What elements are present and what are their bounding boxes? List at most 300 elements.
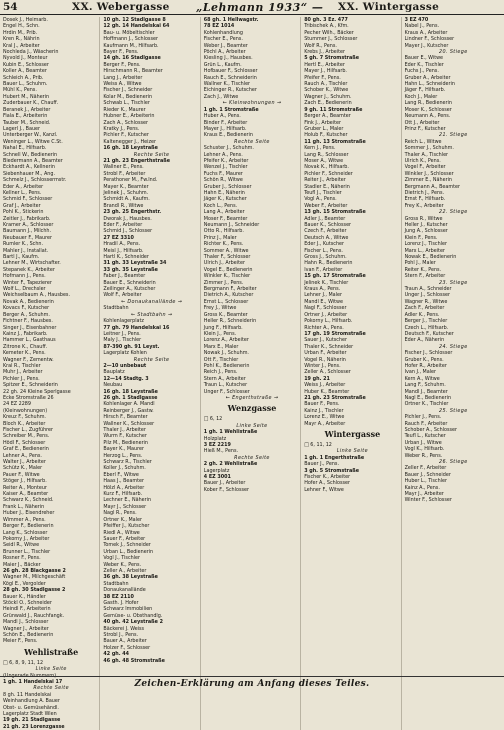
resident-entry: Lorenz J., Tischler bbox=[404, 241, 447, 248]
resident-entry: Schmelz J., Schlossermstr. bbox=[3, 177, 67, 184]
house-number-entry: 3 EZ 2219 bbox=[203, 442, 231, 448]
resident-entry: (Kleinwohnungen) bbox=[3, 407, 48, 414]
resident-entry: Baumann J., Milchh. bbox=[3, 228, 52, 235]
resident-entry: Meisl J., Hilfsarb. bbox=[103, 247, 144, 254]
resident-entry: Fuchs F., Maurer bbox=[203, 170, 243, 177]
resident-entry: Pichler F., Schneider bbox=[304, 170, 353, 177]
resident-entry: Schön E., Bedienerin bbox=[3, 632, 54, 638]
resident-entry: Unger J., Schlosser bbox=[404, 292, 451, 299]
resident-entry: Holub F., Kutscher bbox=[304, 132, 348, 139]
resident-entry: Stepanek K., Arbeiter bbox=[3, 266, 55, 273]
resident-entry: Wurm F., Kutscher bbox=[103, 433, 147, 440]
resident-entry: Bauer J., Schneider bbox=[404, 471, 451, 478]
resident-entry: Hirsch F., Beamter bbox=[103, 414, 148, 421]
resident-entry: Weber K., Pens. bbox=[103, 561, 142, 568]
resident-entry: Unterberger W., Kanzl. bbox=[3, 132, 58, 139]
resident-entry: Spitzer E., Schneiderin bbox=[3, 382, 58, 389]
resident-entry: Schober A., Schlosser bbox=[404, 427, 457, 433]
resident-entry: Schmidt A., Kaufm. bbox=[103, 196, 150, 203]
resident-entry: Eberl F., Witwe bbox=[103, 471, 139, 478]
resident-entry: Stadtbahn bbox=[103, 580, 129, 587]
resident-entry: Ortner K., Tischler bbox=[404, 401, 449, 408]
resident-entry: Gross K., Beamter bbox=[203, 311, 248, 318]
resident-entry: Weichselbaum A., Hausbes. bbox=[3, 292, 70, 299]
resident-entry: Kern A., Witwe bbox=[404, 375, 440, 382]
resident-entry: Prinz J., Maler bbox=[203, 234, 237, 241]
resident-entry: Hartl K., Schneider bbox=[103, 254, 149, 261]
resident-entry: Winter F., Schlosser bbox=[404, 497, 452, 504]
house-number-entry: 28 gh. 30 Stadlgasse 2 bbox=[3, 587, 66, 594]
resident-entry: Bauer E., Witwe bbox=[404, 55, 444, 62]
resident-entry: Seidl R., Witwe bbox=[3, 542, 40, 549]
resident-entry: Jelinek K., Tischler bbox=[304, 279, 349, 286]
directory-column-3 bbox=[203, 17, 301, 730]
resident-entry: Kramer A., Schlosser bbox=[3, 222, 54, 228]
resident-entry: Wagner M., Milchgeschäft bbox=[3, 574, 66, 581]
resident-entry: □ 6, 12 bbox=[203, 416, 223, 423]
resident-entry: Hofbauer F., Schlosser bbox=[203, 68, 258, 75]
resident-entry: Pokorny J., Arbeiter bbox=[3, 535, 50, 542]
resident-entry: Rieder K., Maurer bbox=[103, 106, 146, 113]
house-number-entry: 77 gh. 79 Handelskai 16 bbox=[103, 324, 170, 331]
resident-entry: Grün L., Kaufm. bbox=[203, 61, 242, 68]
house-number-entry: 1 gh. 1 Handelskai 17 bbox=[3, 679, 63, 686]
resident-entry: Hrdin M., Prib. bbox=[3, 29, 38, 36]
resident-entry: Schleich A., Prib. bbox=[3, 74, 44, 81]
resident-entry: Kellner L., Pens. bbox=[3, 189, 42, 196]
resident-entry: Kainz A., Pens. bbox=[404, 484, 440, 491]
resident-entry: Hertl E., Arbeiter bbox=[304, 61, 345, 68]
house-number-entry: 19 gh. 21 bbox=[304, 375, 330, 382]
resident-entry: Wolf L., Drechsler bbox=[3, 286, 46, 293]
resident-entry: Gasth. J. Hofer bbox=[103, 599, 139, 606]
resident-entry: Kohlenlagerplatz bbox=[103, 318, 144, 325]
resident-entry: Wagner J., Schuhm. bbox=[304, 93, 352, 100]
resident-entry: Stummer J., Schlosser bbox=[304, 36, 358, 43]
resident-entry: Vogel E., Bedienerin bbox=[203, 266, 253, 273]
resident-entry: Eder A., Arbeiter bbox=[3, 183, 44, 190]
house-number-entry: 21 gh. 23 Lorenzgasse bbox=[3, 723, 65, 730]
house-number-entry: 36 gh. 38 Leystraße bbox=[103, 574, 158, 581]
resident-entry: Reich L., Witwe bbox=[404, 138, 442, 145]
resident-entry: Adler K., Pens. bbox=[404, 311, 440, 318]
left-running-title: XX. Webergasse bbox=[72, 1, 170, 13]
resident-entry: Fiala E., Arbeiterin bbox=[3, 113, 48, 120]
section-label: ← Stadtbahn → bbox=[130, 311, 173, 318]
resident-entry: Klein F., Pens. bbox=[404, 234, 438, 241]
house-number-entry: 1 gh. 1 Engerthstraße bbox=[304, 454, 365, 461]
resident-entry: Rosner F., Pens. bbox=[3, 555, 41, 562]
resident-entry: Zeller F., Arbeiter bbox=[404, 465, 447, 472]
resident-entry: Stöckl O., Schneider bbox=[3, 599, 52, 606]
resident-entry: 24 EZ 2289 bbox=[3, 401, 31, 408]
resident-entry: Frank L., Näherin bbox=[3, 503, 45, 510]
resident-entry: Ecke Stromstraße 26 bbox=[3, 394, 54, 401]
resident-entry: Pokorny L., Hilfsarb. bbox=[304, 318, 353, 325]
resident-entry: Jäger F., Hilfsarb. bbox=[404, 87, 446, 94]
resident-entry: Huber J., Eisendreher bbox=[3, 510, 55, 517]
center-running-title: „Lehmann 1933“ — bbox=[196, 0, 324, 14]
resident-entry: Lagerplatz bbox=[203, 467, 230, 474]
section-label: ← Donaukanallände → bbox=[120, 298, 183, 305]
resident-entry: Bauer K., Schlosser bbox=[304, 222, 352, 228]
section-label: 24. Stiege bbox=[438, 343, 468, 350]
house-number-entry: 15 gh. 17 Stromstraße bbox=[304, 273, 366, 280]
house-number-entry: 16 gh. 18 Leystraße bbox=[103, 388, 158, 395]
resident-entry: Wallner E., Pens. bbox=[103, 164, 144, 171]
resident-entry: Stadler E., Näherin bbox=[304, 183, 350, 190]
resident-entry: Deutsch A., Witwe bbox=[304, 234, 349, 241]
resident-entry: Richter K., Pens. bbox=[203, 241, 244, 248]
resident-entry: Thaler F., Schlosser bbox=[203, 254, 251, 261]
resident-entry: Weber F., Arbeiter bbox=[304, 202, 348, 209]
resident-entry: Lang K., Schlosser bbox=[3, 529, 48, 536]
resident-entry: □ 6, 8, 9, 11, 12 bbox=[3, 659, 44, 666]
resident-entry: Bauplatz bbox=[103, 369, 125, 376]
resident-entry: Urban J., Witwe bbox=[404, 439, 442, 446]
resident-entry: Bauer L., Schuhm. bbox=[3, 81, 48, 88]
resident-entry: Urban L., Bedienerin bbox=[103, 548, 154, 555]
resident-entry: Zach F., Arbeiter bbox=[404, 305, 445, 312]
resident-entry: Hoffmann J., Schlosser bbox=[103, 36, 158, 43]
resident-entry: Ivan F., Arbeiter bbox=[304, 266, 343, 273]
resident-entry: Lechner E., Näherin bbox=[103, 497, 152, 504]
resident-entry: Lagerplatz Kohlen bbox=[103, 350, 147, 357]
resident-entry: Adler J., Beamter bbox=[304, 215, 346, 222]
resident-entry: Bauer F., Pens. bbox=[304, 401, 340, 408]
resident-entry: Walter J., Arbeiter bbox=[3, 459, 46, 466]
resident-entry: Reich J., Pens. bbox=[203, 369, 238, 376]
resident-entry: Berger F., Bedienerin bbox=[3, 523, 54, 530]
resident-entry: Czech F., Arbeiter bbox=[304, 228, 347, 235]
resident-entry: Vogel F., Arbeiter bbox=[404, 164, 446, 171]
resident-entry: Lang J., Arbeiter bbox=[103, 74, 143, 81]
house-number-entry: 11 gh. 13 Stromstraße bbox=[304, 138, 366, 145]
house-number-entry: 9 gh. 11 Stromstraße bbox=[304, 106, 363, 113]
resident-entry: Zach J., Witwe bbox=[203, 93, 239, 100]
resident-entry: Herzog L., Pens. bbox=[103, 452, 143, 459]
resident-entry: Huber K., Beamter bbox=[304, 388, 350, 395]
resident-entry: Fischer K., Arbeiter bbox=[304, 474, 351, 481]
resident-entry: Marx E., Maler bbox=[203, 343, 239, 350]
resident-entry: Stern A., Arbeiter bbox=[203, 375, 246, 382]
resident-entry: Ortner J., Arbeiter bbox=[304, 311, 348, 318]
resident-entry: Wallner K., Schlosser bbox=[103, 420, 155, 427]
resident-entry: Fischer L., Zugführer bbox=[3, 427, 54, 433]
resident-entry: Kraus A., Arbeiter bbox=[404, 29, 448, 36]
resident-entry: Kohlenlager A. Mandl bbox=[103, 401, 155, 408]
house-number-entry: 38 EZ 2110 bbox=[103, 593, 134, 600]
resident-entry: Beranek J., Arbeiter bbox=[3, 106, 51, 113]
section-label: 21. Stiege bbox=[438, 132, 468, 139]
resident-entry: Vogl A., Pens. bbox=[304, 196, 337, 203]
resident-entry: Kreuz F., Schuhm. bbox=[3, 414, 46, 421]
resident-entry: Fischer J., Schlosser bbox=[404, 350, 453, 357]
resident-entry: Moser F., Beamter bbox=[203, 215, 248, 222]
resident-entry: Maly J., Tischler bbox=[103, 337, 142, 344]
resident-entry: Maier J., Bäcker bbox=[3, 561, 41, 568]
resident-entry: Pfeifer K., Arbeiter bbox=[203, 157, 249, 164]
resident-entry: Pfeifer F., Pens. bbox=[304, 74, 341, 81]
directory-column-5 bbox=[404, 17, 502, 730]
resident-entry: Pilz M., Bedienerin bbox=[103, 439, 148, 446]
resident-entry: Rumler K., Schn. bbox=[3, 241, 44, 248]
resident-entry: Rauch F., Arbeiter bbox=[404, 420, 448, 427]
resident-entry: Leitner J., Pens. bbox=[103, 330, 141, 337]
resident-entry: Zeller A., Arbeiter bbox=[103, 567, 147, 574]
resident-entry: Eichinger R., Kutscher bbox=[203, 87, 257, 94]
house-number-entry: 42 gh. 44 bbox=[103, 651, 130, 658]
resident-entry: Sauer J., Kutscher bbox=[304, 337, 348, 344]
resident-entry: Nahal E., Hilfsarb. bbox=[3, 145, 47, 152]
house-number-entry: 1 gh. 1 Stromstraße bbox=[203, 106, 259, 113]
resident-entry: Zach E., Bedienerin bbox=[304, 100, 352, 107]
resident-entry: 22 gh. 24 Kleine Sperlgasse bbox=[3, 388, 71, 395]
resident-entry: Kohlenhandlung bbox=[203, 29, 243, 36]
resident-entry: Thaler K., Schneider bbox=[304, 343, 354, 350]
resident-entry: Koch J., Maler bbox=[404, 93, 438, 100]
resident-entry: Sommer J., Schuhm. bbox=[404, 145, 454, 152]
resident-entry: Pichler J., Pens. bbox=[404, 414, 442, 421]
resident-entry: Schmid J., Schlosser bbox=[103, 228, 153, 235]
resident-entry: Zitrone K., Chauff. bbox=[3, 343, 48, 350]
resident-entry: Koller J., Schuhm. bbox=[103, 465, 146, 472]
resident-entry: Heller J., Kutscher bbox=[404, 222, 448, 228]
house-number-entry: 13 gh. 15 Stromstraße bbox=[304, 209, 366, 216]
resident-entry: Bauer E., Schneiderin bbox=[103, 279, 156, 286]
resident-entry: Kraus E., Bedienerin bbox=[203, 132, 253, 139]
resident-entry: Rauch A., Tischler bbox=[304, 81, 348, 88]
resident-entry: Ott J., Arbeiter bbox=[404, 119, 440, 126]
resident-entry: Novak A., Bedienerin bbox=[3, 298, 54, 305]
resident-entry: Berger J., Tischler bbox=[404, 318, 448, 325]
resident-entry: Hahn E., Näherin bbox=[203, 189, 245, 196]
resident-entry: Wagner R., Witwe bbox=[404, 298, 448, 305]
resident-entry: Brunner L., Tischler bbox=[3, 548, 51, 555]
resident-entry: Hofer R., Arbeiter bbox=[404, 362, 447, 369]
resident-entry: Mayr A., Arbeiter bbox=[304, 420, 346, 427]
house-number-entry: 12—14 Stadtg. 3 bbox=[103, 375, 149, 382]
house-number-entry: 26 gh. 1 Stadlgasse bbox=[103, 394, 158, 401]
house-number-entry: 17 gh. 19 Stromstraße bbox=[304, 330, 366, 337]
resident-entry: Zimmer E., Näherin bbox=[404, 177, 452, 184]
resident-entry: Lang R., Schlosser bbox=[304, 151, 349, 158]
resident-entry: Kovacs F., Kutscher bbox=[3, 305, 50, 312]
resident-entry: Heindl F., Arbeiterin bbox=[3, 606, 51, 613]
house-number-entry: 87-390 gh. 91 Leyst. bbox=[103, 343, 160, 350]
resident-entry: Winkler K., Tischler bbox=[203, 273, 251, 280]
section-label: 20. Stiege bbox=[438, 49, 468, 56]
resident-entry: Mayer J., Kutscher bbox=[404, 42, 449, 49]
resident-entry: Schmid F., Schlosser bbox=[3, 196, 53, 203]
resident-entry: Bau- u. Möbeltischler bbox=[103, 29, 155, 36]
resident-entry: Ott F., Tischler bbox=[203, 356, 239, 363]
resident-entry: Nowak J., Schuhm. bbox=[203, 350, 249, 357]
resident-entry: Winter F., Tapezierer bbox=[3, 279, 52, 286]
resident-entry: Bauer K., Händler bbox=[3, 593, 46, 600]
resident-entry: Lagerl J., Bauer bbox=[3, 125, 41, 132]
resident-entry: Schreiber M., Pens. bbox=[3, 433, 50, 440]
section-label: Linke Seite bbox=[35, 666, 67, 673]
resident-entry: Huber A., Pens. bbox=[203, 113, 241, 120]
resident-entry: Lehner F., Witwe bbox=[304, 486, 344, 493]
resident-entry: Lorenz E., Witwe bbox=[304, 414, 345, 421]
resident-entry: Koller A., Beamter bbox=[3, 68, 47, 75]
resident-entry: Fischer E., Pens. bbox=[203, 36, 243, 43]
resident-entry: Schnell W., Bedienerin bbox=[3, 151, 58, 158]
resident-entry: Fischer L., Pens. bbox=[304, 247, 343, 254]
house-number-entry: 40 gh. 42 Leystraße 2 bbox=[103, 619, 163, 626]
resident-entry: Reiter J., Arbeiter bbox=[304, 177, 346, 184]
house-number-entry: 3 EZ 470 bbox=[404, 17, 429, 23]
resident-entry: Kaltenegger J., Heizer bbox=[103, 138, 156, 145]
resident-entry: Ortner K., Maler bbox=[103, 516, 142, 523]
resident-entry: Eckhardt A., Kellnerin bbox=[3, 164, 55, 171]
resident-entry: Frey J., Witwe bbox=[203, 305, 237, 312]
resident-entry: Dosek J., Heimarb. bbox=[3, 17, 48, 23]
house-number-entry: 2 gh. 2 Wehlistraße bbox=[203, 461, 258, 468]
resident-entry: Krebs J., Arbeiter bbox=[304, 49, 346, 56]
resident-entry: Fischer J., Schneider bbox=[103, 87, 153, 94]
resident-entry: Sauer F., Arbeiter bbox=[103, 535, 146, 542]
resident-entry: Lehner A., Pens. bbox=[203, 151, 243, 158]
resident-entry: Stern F., Arbeiter bbox=[404, 273, 446, 280]
resident-entry: Prinz F., Kutscher bbox=[404, 125, 446, 132]
resident-entry: Heller R., Schneiderin bbox=[203, 318, 257, 325]
resident-entry: Nagl F., Schlosser bbox=[304, 305, 347, 312]
resident-entry: Gruber L., Maler bbox=[304, 125, 344, 132]
resident-entry: Moser K., Schlosser bbox=[404, 106, 452, 113]
house-number-entry: 19 gh. 21 Stadlgasse bbox=[3, 717, 61, 724]
resident-entry: Fichtner F., Hausbes. bbox=[3, 318, 53, 325]
resident-entry: Berger A., Beamter bbox=[304, 113, 351, 120]
resident-entry: Jelinek J., Schuhm. bbox=[103, 189, 149, 196]
resident-entry: Mayer J., Hilfsarb. bbox=[304, 68, 347, 75]
resident-entry: Zuderbauer K., Chauff. bbox=[3, 100, 59, 107]
resident-entry: Mandl E., Witwe bbox=[304, 298, 343, 305]
resident-entry: Gruber J., Schlosser bbox=[203, 183, 252, 190]
resident-entry: Otto R., Hilfsarb. bbox=[203, 228, 244, 235]
directory-column-4 bbox=[303, 17, 401, 730]
street-heading: Wintergasse bbox=[324, 429, 381, 439]
street-heading: Wenzgasse bbox=[227, 403, 277, 414]
resident-entry: Hahn L., Schneiderin bbox=[404, 81, 455, 88]
resident-entry: Weinhandlung A. Bauer bbox=[3, 698, 60, 705]
resident-entry: Zimmer J., Pens. bbox=[203, 279, 244, 286]
resident-entry: Riedl A., Witwe bbox=[103, 529, 140, 536]
house-number-entry: 14 gh. 16 Stadlgasse bbox=[103, 55, 161, 62]
house-number-entry: 46 gh. 48 Stromstraße bbox=[103, 657, 165, 664]
resident-entry: Graf E., Bedienerin bbox=[3, 446, 49, 453]
resident-entry: Wagner F., Zementw. bbox=[3, 356, 54, 363]
resident-entry: Traun L., Kutscher bbox=[203, 382, 248, 389]
resident-entry: Nyvold J., Monteur bbox=[3, 55, 48, 62]
section-label: 22. Stiege bbox=[438, 209, 468, 216]
resident-entry: Gemüse- u. Obsthandlg. bbox=[103, 612, 163, 619]
section-label: 26. Stiege bbox=[438, 459, 468, 466]
resident-entry: Wolf F., Arbeiter bbox=[103, 292, 142, 299]
resident-entry: Holzplatz bbox=[203, 435, 227, 442]
house-number-entry: 12 gh. 14 Handelskai 64 bbox=[103, 23, 170, 30]
resident-entry: Mayer K., Beamter bbox=[103, 183, 149, 190]
resident-entry: Huber L., Tischler bbox=[404, 478, 447, 485]
resident-entry: Pecher Wilh., Bäcker bbox=[304, 29, 354, 36]
resident-entry: Muhr J., Arbeiter bbox=[3, 369, 43, 376]
resident-entry: Ivan J., Maler bbox=[404, 369, 437, 376]
house-number-entry: 23 gh. 25 Engerthstr. bbox=[103, 209, 162, 216]
house-number-entry: 80 gh. 3 Ez. 477 bbox=[304, 17, 348, 23]
resident-entry: Hofmann J., Pens. bbox=[3, 273, 46, 280]
resident-entry: Kaiser A., Beamter bbox=[3, 491, 49, 498]
section-label: 23. Stiege bbox=[438, 279, 468, 286]
section-label: ← Engerthstraße → bbox=[225, 394, 279, 401]
resident-entry: Hirschmann R., Beamter bbox=[103, 68, 163, 75]
house-number-entry: 68 gh. 1 Hellwagstr. bbox=[203, 17, 259, 23]
resident-entry: Kainz J., Tischler bbox=[304, 407, 344, 414]
resident-entry: Bergmann F., Arbeiter bbox=[203, 286, 257, 293]
right-running-title: XX. Wintergasse bbox=[338, 1, 440, 13]
resident-entry: Mayr J., Schlosser bbox=[103, 503, 147, 510]
page-header bbox=[0, 0, 504, 15]
resident-entry: Schütz K., Maler bbox=[3, 465, 43, 472]
resident-entry: Bayer K., Maurer bbox=[103, 446, 144, 453]
resident-entry: Kral R., Tischler bbox=[3, 362, 41, 369]
resident-entry: Reiter K., Pens. bbox=[404, 266, 442, 273]
resident-entry: Meier F., Pens. bbox=[3, 638, 38, 645]
house-number-entry: 21 gh. 23 Stromstraße bbox=[304, 394, 366, 401]
resident-entry: Reiter A., Monteur bbox=[3, 484, 47, 491]
resident-entry: Bartl J., Kaufm. bbox=[3, 254, 40, 261]
resident-entry: Brandl R., Witwe bbox=[103, 202, 144, 209]
resident-entry: Nagl R., Pens. bbox=[103, 510, 137, 517]
resident-entry: Neubauer F., Maurer bbox=[3, 234, 52, 241]
resident-entry: Rauch E., Schneiderin bbox=[203, 74, 257, 81]
house-number-entry: 1 gh. 1 Wehlistraße bbox=[203, 429, 258, 436]
resident-entry: Lehner J., Maler bbox=[304, 292, 342, 299]
resident-entry: Koch L., Pens. bbox=[203, 202, 238, 209]
resident-entry: Pfeiffer J., Kutscher bbox=[103, 523, 150, 530]
resident-entry: Hödl F., Schlosser bbox=[3, 439, 46, 446]
resident-entry: Obst- u. Gemüsehändl. bbox=[3, 704, 59, 711]
resident-entry: Kurz F., Hilfsarb. bbox=[103, 491, 143, 498]
section-label: Rechte Seite bbox=[234, 138, 270, 145]
section-label: Rechte Seite bbox=[133, 356, 170, 363]
resident-entry: Kögl E., Vergolder bbox=[3, 580, 46, 587]
resident-entry: Moser A., Witwe bbox=[304, 157, 344, 164]
resident-entry: Kolar M., Bedienerin bbox=[103, 93, 153, 100]
resident-entry: Schober K., Witwe bbox=[304, 87, 349, 94]
resident-entry: Schwarz Immobilien bbox=[103, 606, 153, 613]
resident-entry: Urban F., Arbeiter bbox=[304, 350, 347, 357]
section-label: Linke Seite bbox=[236, 422, 268, 429]
resident-entry: Schwarz R., Tischler bbox=[103, 459, 152, 466]
resident-entry: Perathoner M., Fw.Ind. bbox=[103, 177, 158, 184]
resident-entry: Kratky J., Pens. bbox=[103, 125, 140, 132]
resident-entry: Pohl J., Maler bbox=[404, 260, 436, 267]
resident-entry: Pöchl A., Arbeiter bbox=[203, 49, 246, 56]
resident-entry: Lindner F., Schlosser bbox=[404, 36, 455, 43]
resident-entry: Eder A., Näherin bbox=[404, 337, 445, 344]
resident-entry: Lagerplatz Stadt Wien bbox=[3, 711, 57, 718]
resident-entry: Nagl E., Bedienerin bbox=[404, 394, 452, 401]
resident-entry: Hieß M., Pens. bbox=[203, 448, 239, 455]
resident-entry: Stadtbahn bbox=[103, 305, 129, 312]
resident-entry: Engel H., Schn. bbox=[3, 23, 40, 30]
resident-entry: Stöger J., Hilfsarb. bbox=[3, 478, 47, 485]
resident-entry: Eder K., Tischler bbox=[404, 61, 444, 68]
resident-entry: Berger A., Schuhm. bbox=[3, 311, 50, 318]
resident-entry: Bauer J., Pens. bbox=[304, 461, 339, 468]
